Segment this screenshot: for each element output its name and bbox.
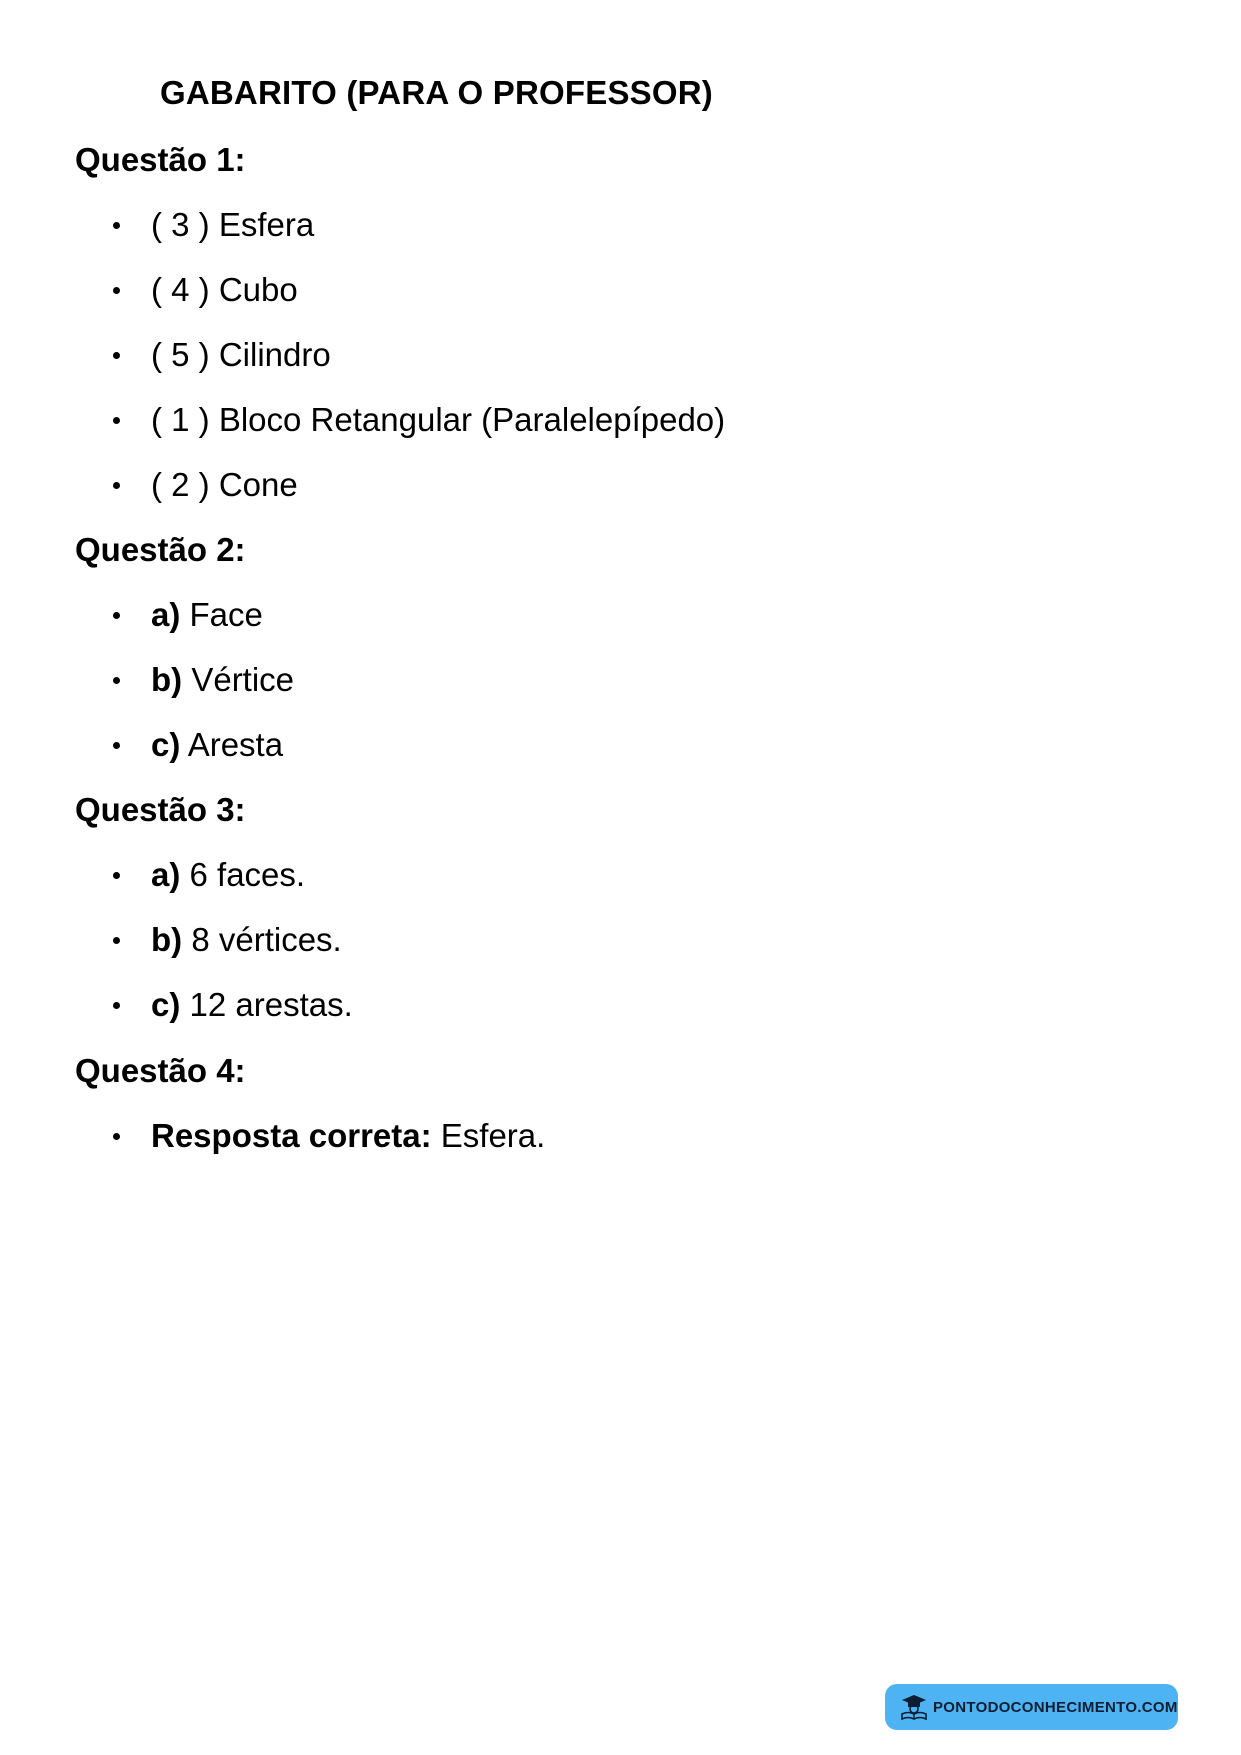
question-1-section [75, 140, 725, 505]
logo-text: PONTODOCONHECIMENTO.COM [933, 1698, 1178, 1716]
bullet-icon [113, 482, 120, 489]
list-item: ( 4 ) Cubo [75, 270, 725, 310]
list-item: a) 6 faces. [75, 855, 353, 895]
bullet-icon [113, 222, 120, 229]
question-3-section [75, 790, 353, 1025]
bullet-icon [113, 612, 120, 619]
list-item: Resposta correta: Esfera. [75, 1116, 545, 1156]
bullet-icon [113, 937, 120, 944]
list-item: c) Aresta [75, 725, 294, 765]
site-logo-badge[interactable] [885, 1684, 1178, 1730]
list-item: ( 1 ) Bloco Retangular (Paralelepípedo) [75, 400, 725, 440]
bullet-icon [113, 872, 120, 879]
document-title: GABARITO (PARA O PROFESSOR) [160, 74, 713, 111]
list-item: ( 3 ) Esfera [75, 205, 725, 245]
question-2-heading: Questão 2: [75, 531, 246, 568]
question-4-section [75, 1051, 545, 1156]
question-1-heading: Questão 1: [75, 141, 246, 178]
bullet-icon [113, 287, 120, 294]
bullet-icon [113, 1002, 120, 1009]
question-4-answers [75, 1116, 545, 1156]
bullet-icon [113, 417, 120, 424]
bullet-icon [113, 1133, 120, 1140]
list-item: c) 12 arestas. [75, 985, 353, 1025]
question-3-answers [75, 855, 353, 1025]
bullet-icon [113, 352, 120, 359]
bullet-icon [113, 677, 120, 684]
question-4-heading: Questão 4: [75, 1052, 246, 1089]
list-item: a) Face [75, 595, 294, 635]
list-item: b) 8 vértices. [75, 920, 353, 960]
question-2-answers [75, 595, 294, 765]
list-item: ( 2 ) Cone [75, 465, 725, 505]
list-item: b) Vértice [75, 660, 294, 700]
bullet-icon [113, 742, 120, 749]
list-item: ( 5 ) Cilindro [75, 335, 725, 375]
question-1-answers [75, 205, 725, 505]
question-2-section [75, 530, 294, 765]
question-3-heading: Questão 3: [75, 791, 246, 828]
graduate-book-icon [899, 1692, 929, 1722]
